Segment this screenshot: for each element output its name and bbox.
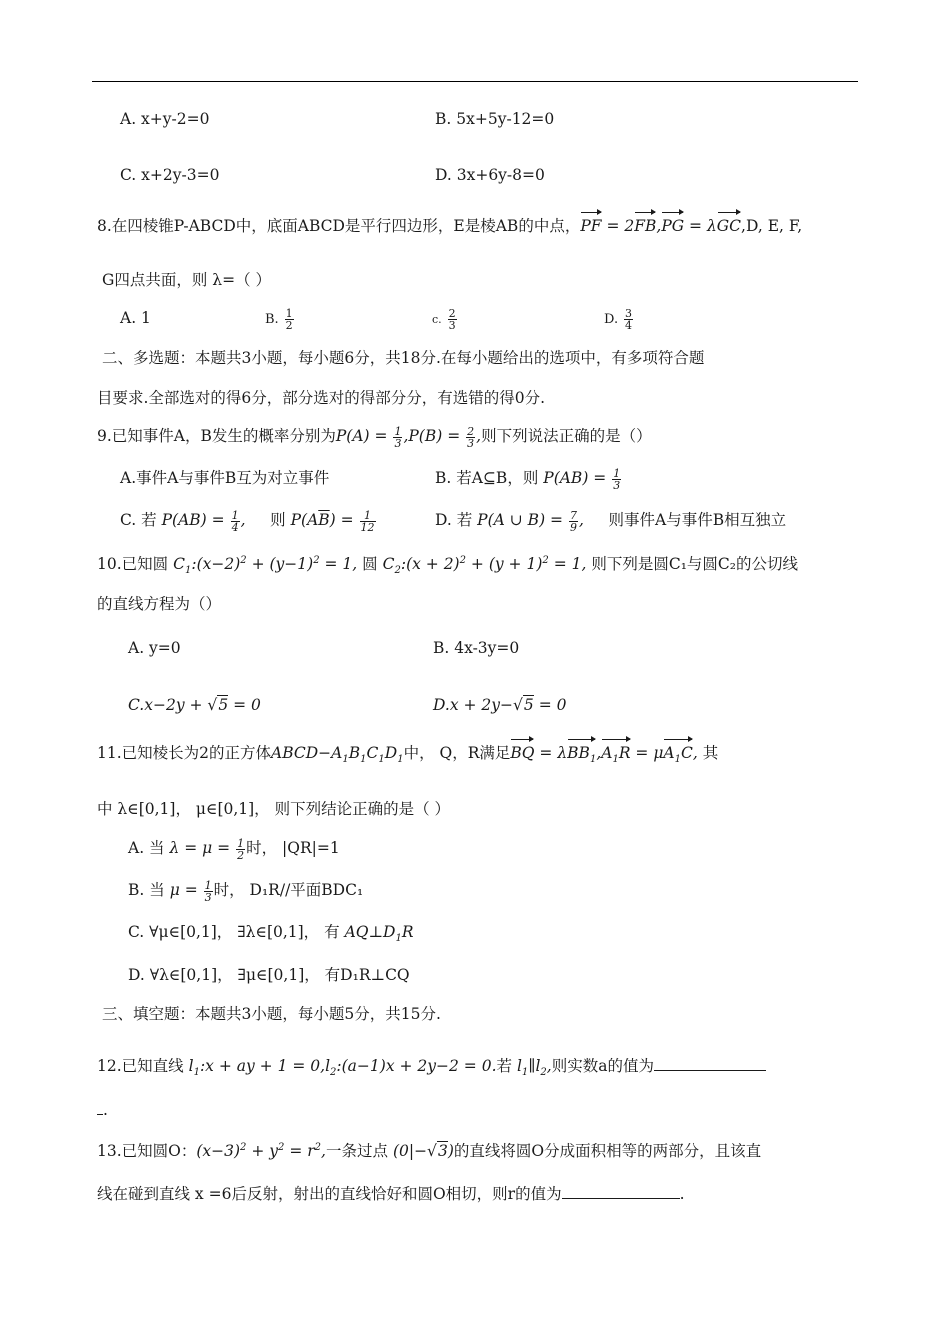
q11-stem: 11.已知棱长为2的正方体$ABCD-A_1B_1C_1D_1$中， Q，R满足BQ = $\lambda BB_1,A_1R = \mu A_1C$, 其 [97,741,718,772]
q11-option-d: D. ∀λ∈[0,1]， ∃μ∈[0,1]， 有D₁R⊥CQ [128,966,410,984]
q7-option-a: A. x+y-2=0 [120,110,210,128]
q8-option-d: D. $\frac{3}{4}$ [604,306,633,332]
q8-option-c: c. $\frac{2}{3}$ [432,306,456,332]
q8-stem-text-end: ,D, E, F, [741,217,803,235]
section-fill-in-heading: 三、填空题：本题共3小题，每小题5分，共15分. [102,1005,441,1023]
section-multi-choice-rules: 目要求.全部选对的得6分，部分选对的得部分分，有选错的得0分. [97,389,546,407]
q9-option-a: A.事件A与事件B互为对立事件 [120,469,330,487]
section-multi-choice-heading: 二、多选题：本题共3小题，每小题6分，共18分.在每小题给出的选项中，有多项符合题 [102,349,705,367]
q10-option-a: A. y=0 [128,639,181,657]
header-rule [92,81,858,82]
q11-option-c: C. ∀μ∈[0,1]， ∃λ∈[0,1]， 有 $AQ\perp D_1R$ [128,923,414,945]
q8-vector-condition: PF = 2FB,PG = λGC [580,217,741,235]
q11-option-a: A. 当 λ = μ = $\frac{1}{2}$ 时， |QR|=1 [128,836,340,862]
q9-stem: 9.已知事件A，B发生的概率分别为P(A) = $\frac{1}{3}$ ,P(B) = $\frac{2}{3}$ ,则下列说法正确的是（） [97,424,652,450]
q8-option-b: B. $\frac{1}{2}$ [265,306,293,332]
q10-option-c: C.x−2y + √5 = 0 [128,696,261,714]
q13-answer-blank[interactable] [562,1198,680,1199]
q9-option-b: B. 若A⊆B，则 P(AB) = $\frac{1}{3}$ [435,466,621,492]
q12-stem: 12.已知直线 $l_1:x$ + ay + $1 = 0,l_2:(a-1)x + 2y-2 = 0$.若 $l_1\parallel l_2$,则实数a的值为 [97,1054,766,1085]
q8-stem [97,214,802,238]
q10-stem: 10.已知圆 $C_1:(x-2)^2 + (y-1)^2 = 1$, 圆 $C_2:(x + 2)^2 + (y + 1)^2 = 1$, 则下列是圆C₁与圆C₂的公切线 [97,555,798,577]
q9-option-c: C. 若 P(AB) = $\frac{1}{4}$ , 则 $P(A\overline{B})$ = $\frac{1}{12}$ [120,508,375,534]
q13-stem-line2: 线在碰到直线 x =6后反射，射出的直线恰好和圆O相切，则r的值为 . [97,1185,685,1203]
q7-option-b: B. 5x+5y-12=0 [435,110,555,128]
q8-option-a: A. 1 [120,309,151,327]
q10-stem-line2: 的直线方程为（） [97,595,222,613]
q12-tail: . [97,1098,108,1122]
q8-stem-line2: G四点共面，则 λ=（ ） [102,271,272,289]
q12-answer-blank[interactable] [654,1070,766,1071]
q9-option-d: D. 若 P(A ∪ B) = $\frac{7}{9}$ , 则事件A与事件B相互独立 [435,508,787,534]
q7-option-d: D. 3x+6y-8=0 [435,166,545,184]
q13-stem: 13.已知圆O：$(x-3)^2 + y^2 = r^2$,一条过点 (0|−√3)的直线将圆O分成面积相等的两部分，且该直 [97,1142,762,1161]
q10-option-b: B. 4x-3y=0 [433,639,520,657]
q8-stem-text: 8.在四棱锥P-ABCD中，底面ABCD是平行四边形，E是棱AB的中点， [97,217,581,235]
q7-option-c: C. x+2y-3=0 [120,166,220,184]
q11-stem-line2: 中 λ∈[0,1]， μ∈[0,1]， 则下列结论正确的是（ ） [97,800,451,818]
q10-option-d: D.x + 2y−√5 = 0 [433,696,567,714]
q11-option-b: B. 当 μ = $\frac{1}{3}$ 时， D₁R//平面BDC₁ [128,878,364,904]
